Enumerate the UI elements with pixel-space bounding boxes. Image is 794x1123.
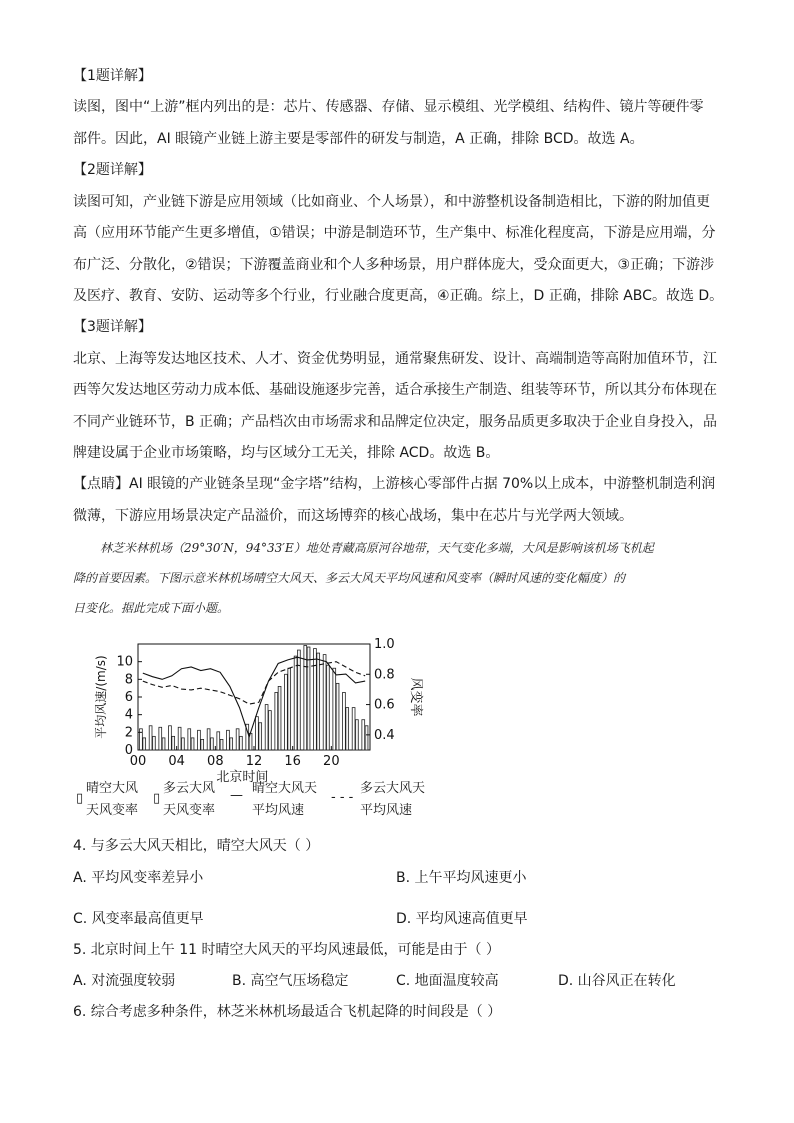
x-tick-label-0: 00 <box>129 754 147 769</box>
legend-bar-icon-2: ▯ <box>153 791 161 806</box>
x-tick-label-3: 12 <box>245 754 263 769</box>
bar-cloudy-variability-3 <box>172 736 175 750</box>
legend-item-3-line2: 平均风速 <box>252 803 305 818</box>
bar-cloudy-variability-18 <box>317 653 320 750</box>
bar-clear-variability-20 <box>333 668 336 750</box>
intro-line-2: 降的首要因素。下图示意米林机场晴空大风天、多云大风天平均风速和风变率（瞬时风速的变化幅度）的 <box>73 571 626 585</box>
legend-item-4-line1: 多云大风天 <box>360 781 426 796</box>
section-1-title: 【1题详解】 <box>73 68 152 84</box>
q4-option-b: B. 上午平均风速更小 <box>396 870 527 886</box>
bar-clear-variability-21 <box>343 692 346 750</box>
x-tick-label-2: 08 <box>207 754 224 769</box>
section-3-line-4: 牌建设属于企业市场策略，均与区域分工无关，排除 ACD。故选 B。 <box>73 445 500 461</box>
section-2-line-1: 读图可知，产业链下游是应用领域（比如商业、个人场景），和中游整机设备制造相比，下游的附加值更 <box>73 194 710 210</box>
section-3-line-1: 北京、上海等发达地区技术、人才、资金优势明显，通常聚焦研发、设计、高端制造等高附加值环节，江 <box>73 351 717 367</box>
q4-option-d: D. 平均风速高值更早 <box>396 911 528 927</box>
bar-cloudy-variability-2 <box>162 738 165 750</box>
right-tick-label-2: 0.8 <box>374 667 395 683</box>
left-tick-label-5: 10 <box>116 654 133 670</box>
bar-cloudy-variability-21 <box>346 708 349 750</box>
section-3-line-3: 不同产业链环节，B 正确；产品档次由市场需求和品牌定位决定，服务品质更多取决于企业自身投入，品 <box>73 414 718 430</box>
bar-clear-variability-4 <box>178 727 181 750</box>
bar-cloudy-variability-13 <box>269 711 272 750</box>
left-tick-label-3: 6 <box>124 690 133 705</box>
bar-cloudy-variability-22 <box>356 720 359 750</box>
bar-clear-variability-17 <box>304 646 307 750</box>
q5-option-b: B. 高空气压场稳定 <box>232 973 349 989</box>
section-2-line-4: 及医疗、教育、安防、运动等多个行业，行业融合度更高，④正确。综上，D 正确，排除 ABC。故选 D。 <box>73 288 724 304</box>
bar-cloudy-variability-7 <box>211 738 214 750</box>
intro-line-1: 林芝米林机场（29°30′N，94°33′E）地处青藏高原河谷地带，天气变化多端，大风是影响该机场飞机起 <box>100 541 654 555</box>
bar-clear-variability-7 <box>207 729 210 750</box>
left-tick-label-0: 0 <box>124 743 133 758</box>
legend-item-1-line1: 晴空大风 <box>86 781 139 796</box>
bar-cloudy-variability-5 <box>191 738 194 750</box>
bar-clear-variability-18 <box>314 649 317 750</box>
intro-line-3: 日变化。据此完成下面小题。 <box>73 601 230 615</box>
bar-clear-variability-22 <box>352 708 355 750</box>
bar-cloudy-variability-14 <box>278 686 281 750</box>
left-tick-label-2: 4 <box>124 707 133 723</box>
q4-option-c: C. 风变率最高值更早 <box>73 911 204 927</box>
bar-clear-variability-3 <box>169 726 172 750</box>
bar-cloudy-variability-15 <box>288 668 291 750</box>
q5-option-d: D. 山谷风正在转化 <box>558 973 676 989</box>
section-2-line-3: 布广泛、分散化，②错误；下游覆盖商业和个人多种场景，用户群体庞大，受众面更大，③正确；下游涉 <box>73 257 715 273</box>
section-2-title: 【2题详解】 <box>73 162 152 178</box>
legend-item-2-line1: 多云大风 <box>163 781 216 796</box>
bar-clear-variability-10 <box>236 729 239 750</box>
bar-clear-variability-23 <box>362 720 365 750</box>
line-clear-wind-speed <box>143 657 365 737</box>
section-1-line-2: 部件。因此，AI 眼镜产业链上游主要是零部件的研发与制造，A 正确，排除 BCD。故选 A。 <box>73 131 644 147</box>
bar-cloudy-variability-6 <box>201 739 204 750</box>
q5-stem: 5. 北京时间上午 11 时晴空大风天的平均风速最低，可能是由于（ ） <box>73 942 500 958</box>
bar-clear-variability-8 <box>217 732 220 750</box>
comment-first: AI 眼镜的产业链条呈现“金字塔”结构，上游核心零部件占据 70%以上成本，中游整机制造利润 <box>129 476 716 492</box>
q4-option-a: A. 平均风变率差异小 <box>73 870 204 886</box>
legend-item-4 <box>360 778 425 822</box>
section-3-title: 【3题详解】 <box>73 319 152 335</box>
comment-title: 【点睛】 <box>73 476 129 492</box>
bar-clear-variability-5 <box>188 729 191 750</box>
legend-bar-icon-1: ▯ <box>76 791 84 806</box>
bar-cloudy-variability-1 <box>153 736 156 750</box>
x-tick-label-1: 04 <box>168 754 185 769</box>
right-tick-label-3: 1.0 <box>374 637 395 652</box>
bar-cloudy-variability-10 <box>240 736 243 750</box>
comment-line-2: 微薄，下游应用场景决定产品溢价，而这场博弈的核心战场，集中在芯片与光学两大领域。 <box>73 508 633 524</box>
section-3-line-2: 西等欠发达地区劳动力成本低、基础设施逐步完善，适合承接生产制造、组装等环节，所以其分布体现在 <box>73 382 717 398</box>
right-axis-label: 风变率 <box>408 677 423 717</box>
bar-cloudy-variability-23 <box>365 726 368 750</box>
bar-cloudy-variability-4 <box>182 738 185 750</box>
bar-cloudy-variability-20 <box>336 683 339 750</box>
legend-item-3 <box>252 778 317 822</box>
right-tick-label-0: 0.4 <box>374 727 395 743</box>
bar-cloudy-variability-9 <box>230 738 233 750</box>
left-tick-label-4: 8 <box>124 672 133 688</box>
bar-clear-variability-9 <box>227 730 230 750</box>
q5-option-a: A. 对流强度较弱 <box>73 973 176 989</box>
bar-cloudy-variability-0 <box>143 738 146 750</box>
bar-cloudy-variability-12 <box>259 723 262 750</box>
bar-clear-variability-1 <box>149 726 152 750</box>
legend-dashed-line-icon: - - - <box>331 790 354 805</box>
bar-cloudy-variability-8 <box>220 739 223 750</box>
right-tick-label-1: 0.6 <box>374 697 395 713</box>
section-1-line-1: 读图，图中“上游”框内列出的是：芯片、传感器、存储、显示模组、光学模组、结构件、镜片等硬件零 <box>73 99 704 115</box>
left-tick-label-1: 2 <box>124 725 133 741</box>
q4-stem: 4. 与多云大风天相比，晴空大风天（ ） <box>73 838 320 854</box>
legend-solid-line-icon: — <box>230 788 243 803</box>
bar-clear-variability-6 <box>198 730 201 750</box>
bar-clear-variability-19 <box>323 655 326 750</box>
legend-item-1 <box>86 778 138 822</box>
bar-clear-variability-14 <box>275 692 278 750</box>
legend-item-1-line2: 天风变率 <box>86 803 139 818</box>
bar-clear-variability-16 <box>294 656 297 750</box>
bar-clear-variability-15 <box>285 674 288 750</box>
bar-clear-variability-12 <box>256 717 259 750</box>
chart-layer <box>93 637 424 785</box>
bar-cloudy-variability-17 <box>307 647 310 750</box>
q5-option-c: C. 地面温度较高 <box>396 973 499 989</box>
legend-item-2 <box>163 778 215 822</box>
bar-clear-variability-13 <box>265 705 268 750</box>
x-tick-label-5: 20 <box>323 754 340 769</box>
left-axis-label: 平均风速/(m/s) <box>94 655 108 739</box>
legend-item-2-line2: 天风变率 <box>163 803 216 818</box>
comment-line-1 <box>73 474 715 494</box>
legend-item-4-line2: 平均风速 <box>360 803 413 818</box>
bar-clear-variability-2 <box>159 727 162 750</box>
legend-item-3-line1: 晴空大风天 <box>252 781 318 796</box>
q6-stem: 6. 综合考虑多种条件，林芝米林机场最适合飞机起降的时间段是（ ） <box>73 1004 502 1020</box>
section-2-line-2: 高（应用环节能产生更多增值，①错误；中游是制造环节，生产集中、标准化程度高，下游是应用端，分 <box>73 225 716 241</box>
bar-cloudy-variability-19 <box>327 665 330 750</box>
x-tick-label-4: 16 <box>284 754 301 769</box>
x-axis-label: 北京时间 <box>216 770 269 785</box>
